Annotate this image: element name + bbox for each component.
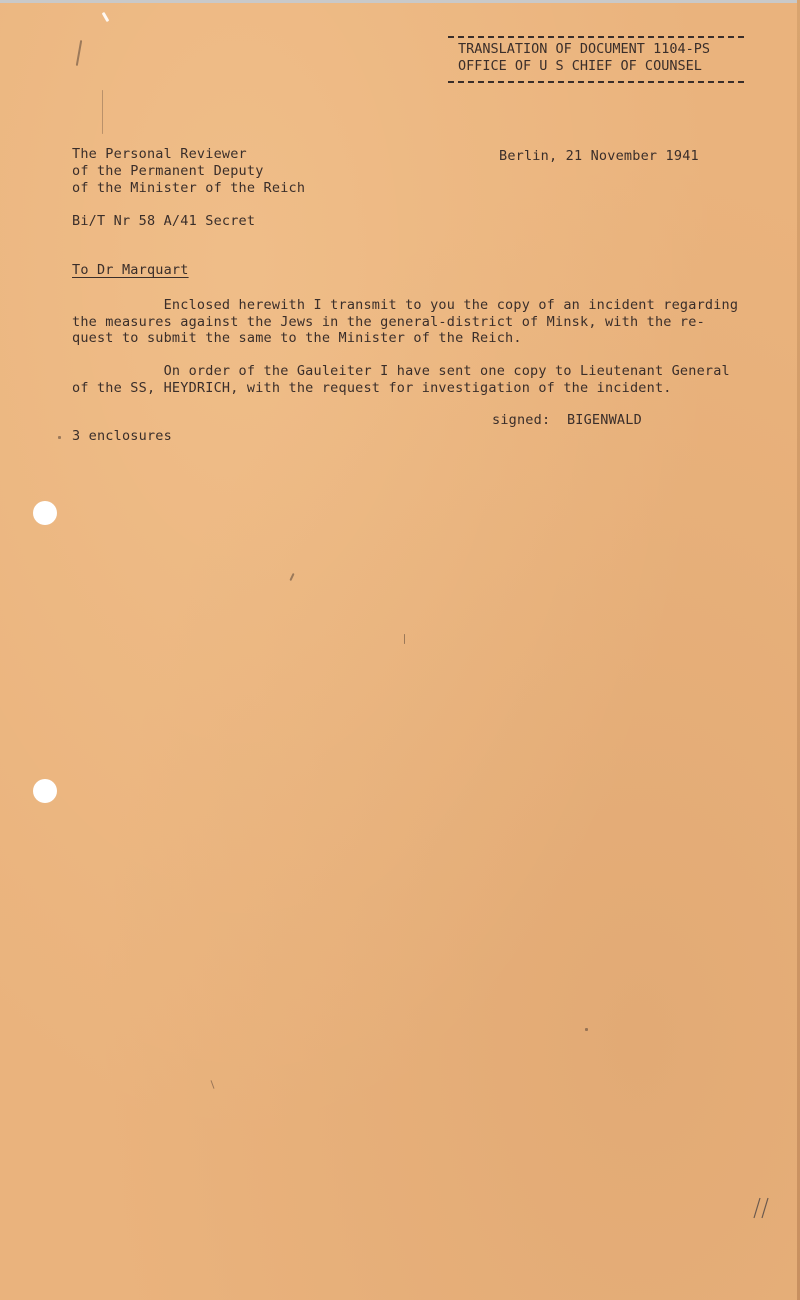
header-top-rule — [448, 36, 744, 38]
paper-tear-mark — [102, 12, 110, 22]
sender-line-1: The Personal Reviewer — [72, 146, 247, 162]
sender-line-2: of the Permanent Deputy — [72, 163, 264, 179]
body-para1-line2: the measures against the Jews in the general-district of Minsk, with the re- — [72, 314, 705, 330]
reference-number: Bi/T Nr 58 A/41 Secret — [72, 213, 256, 229]
addressee: To Dr Marquart — [72, 262, 189, 278]
paper-speck — [404, 634, 405, 644]
punch-hole-upper — [33, 501, 57, 525]
body-para1-line1: Enclosed herewith I transmit to you the copy of an incident regarding — [72, 297, 739, 313]
punch-hole-lower — [33, 779, 57, 803]
enclosures-note: 3 enclosures — [72, 428, 172, 444]
header-line-2: OFFICE OF U S CHIEF OF COUNSEL — [458, 58, 702, 74]
paper-speck — [289, 573, 294, 581]
body-para2-line2: of the SS, HEYDRICH, with the request for investigation of the incident. — [72, 380, 672, 396]
body-para1-line3: quest to submit the same to the Minister of the Reich. — [72, 330, 522, 346]
header-line-1: TRANSLATION OF DOCUMENT 1104-PS — [458, 41, 710, 57]
paper-speck — [585, 1028, 588, 1031]
header-bottom-rule — [448, 81, 744, 83]
paper-speck — [58, 436, 61, 439]
page-top-edge — [0, 0, 800, 3]
handwritten-slash-mark — [748, 1196, 772, 1220]
translation-header — [448, 36, 744, 84]
pencil-mark — [76, 40, 82, 66]
paper-speck — [210, 1080, 214, 1089]
signature-line: signed: BIGENWALD — [492, 412, 642, 428]
fold-crease-mark — [102, 90, 103, 134]
body-para2-line1: On order of the Gauleiter I have sent one copy to Lieutenant General — [72, 363, 730, 379]
dateline: Berlin, 21 November 1941 — [499, 148, 699, 164]
sender-line-3: of the Minister of the Reich — [72, 180, 306, 196]
